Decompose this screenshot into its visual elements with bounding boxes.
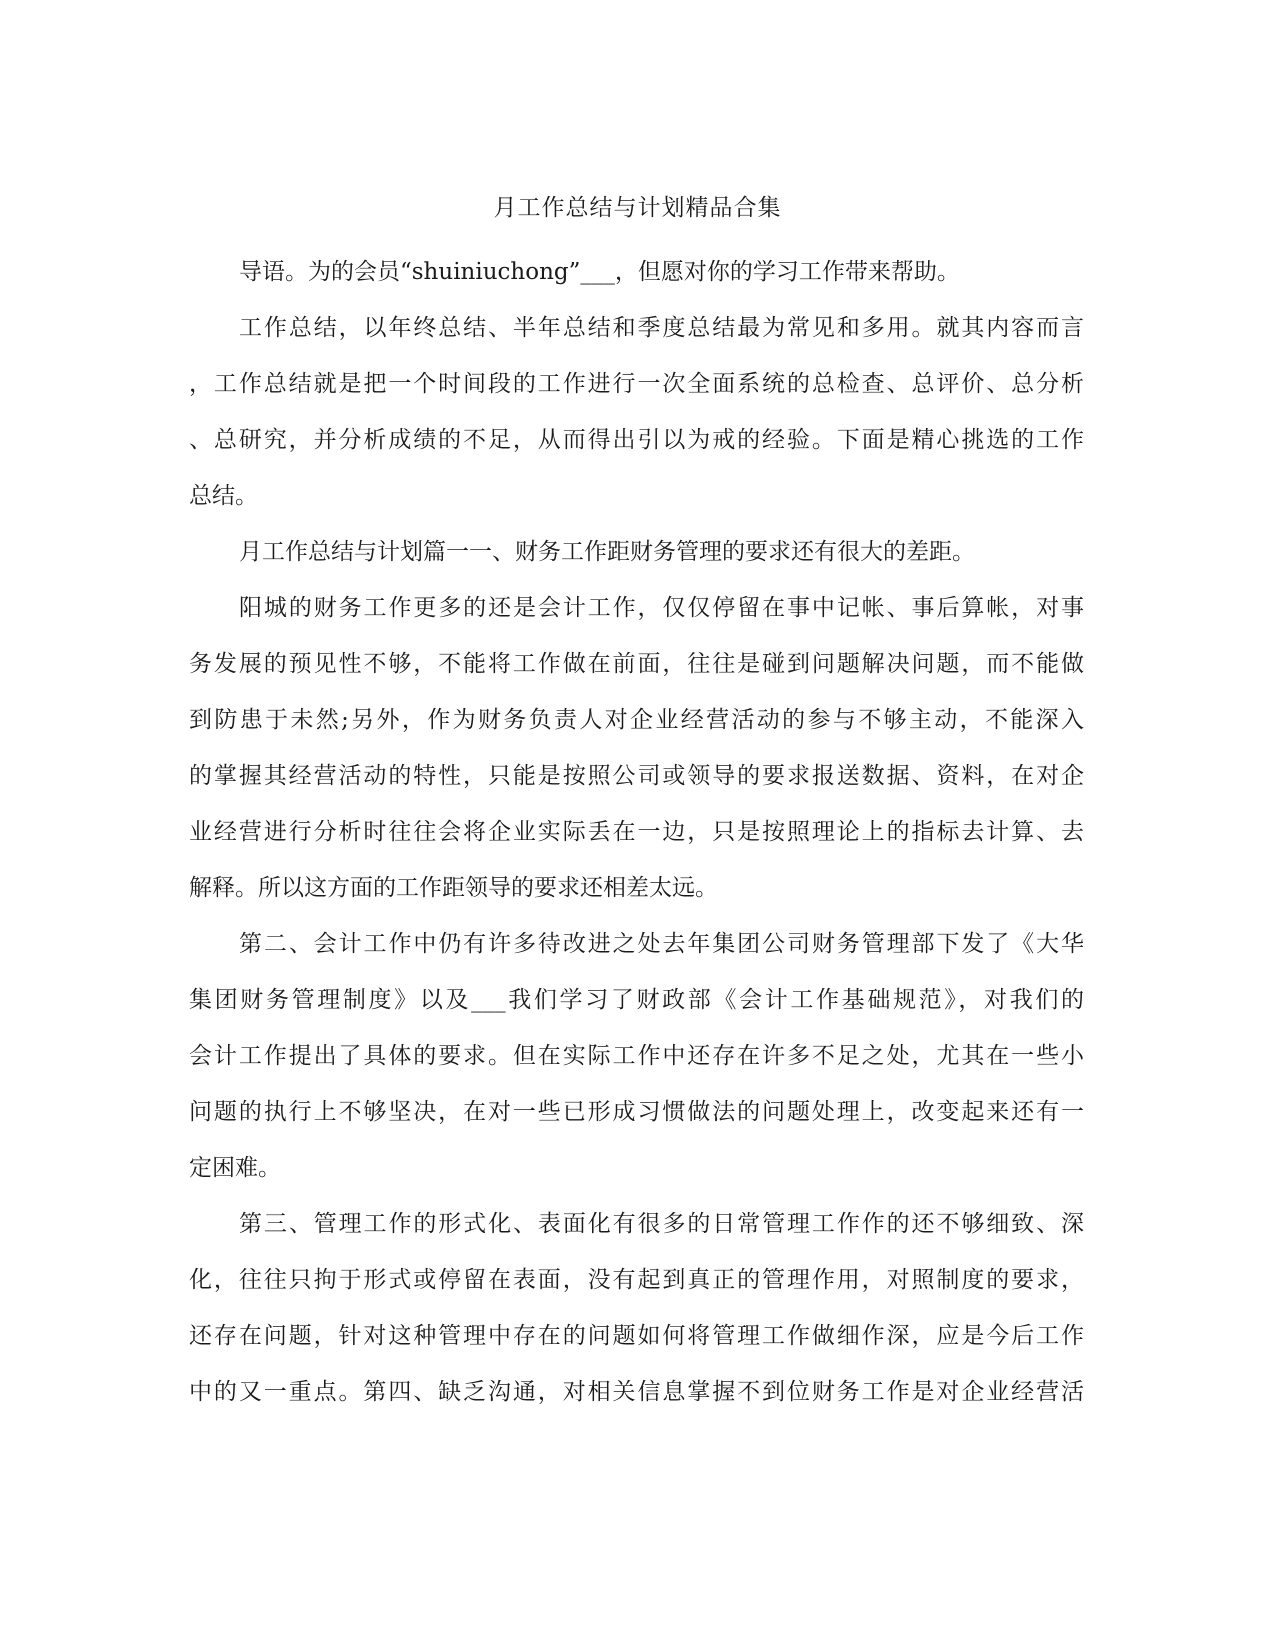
paragraph-line: 中的又一重点。第四、缺乏沟通，对相关信息掌握不到位财务工作是对企业经营活 bbox=[189, 1379, 1084, 1405]
paragraph-line: 第三、管理工作的形式化、表面化有很多的日常管理工作作的还不够细致、深 bbox=[239, 1211, 1084, 1237]
paragraph-line: 、总研究，并分析成绩的不足，从而得出引以为戒的经验。下面是精心挑选的工作 bbox=[189, 427, 1084, 453]
paragraph-line: 化，往往只拘于形式或停留在表面，没有起到真正的管理作用，对照制度的要求， bbox=[189, 1267, 1084, 1293]
paragraph-line: 阳城的财务工作更多的还是会计工作，仅仅停留在事中记帐、事后算帐，对事 bbox=[239, 595, 1084, 621]
document-title: 月工作总结与计划精品合集 bbox=[493, 195, 782, 221]
paragraph-line: 集团财务管理制度》以及___我们学习了财政部《会计工作基础规范》，对我们的 bbox=[189, 987, 1084, 1013]
paragraph-line: 工作总结，以年终总结、半年总结和季度总结最为常见和多用。就其内容而言 bbox=[239, 315, 1084, 341]
paragraph-line: 第二、会计工作中仍有许多待改进之处去年集团公司财务管理部下发了《大华 bbox=[239, 931, 1084, 957]
paragraph-line: 还存在问题，针对这种管理中存在的问题如何将管理工作做细作深，应是今后工作 bbox=[189, 1323, 1084, 1349]
paragraph-line: 的掌握其经营活动的特性，只能是按照公司或领导的要求报送数据、资料，在对企 bbox=[189, 763, 1084, 789]
paragraph-line: ，工作总结就是把一个时间段的工作进行一次全面系统的总检查、总评价、总分析 bbox=[189, 371, 1084, 397]
paragraph-line: 总结。 bbox=[189, 483, 258, 509]
paragraph-line: 解释。所以这方面的工作距领导的要求还相差太远。 bbox=[189, 875, 718, 901]
paragraph-line: 业经营进行分析时往往会将企业实际丢在一边，只是按照理论上的指标去计算、去 bbox=[189, 819, 1084, 845]
paragraph-line: 月工作总结与计划篇一一、财务工作距财务管理的要求还有很大的差距。 bbox=[239, 539, 975, 565]
paragraph-line: 务发展的预见性不够，不能将工作做在前面，往往是碰到问题解决问题，而不能做 bbox=[189, 651, 1084, 677]
paragraph-line: 问题的执行上不够坚决，在对一些已形成习惯做法的问题处理上，改变起来还有一 bbox=[189, 1099, 1084, 1125]
paragraph-line: 定困难。 bbox=[189, 1155, 281, 1181]
paragraph-line: 导语。为的会员“shuiniuchong”___，但愿对你的学习工作带来帮助。 bbox=[239, 259, 960, 285]
paragraph-line: 到防患于未然;另外，作为财务负责人对企业经营活动的参与不够主动，不能深入 bbox=[189, 707, 1084, 733]
paragraph-line: 会计工作提出了具体的要求。但在实际工作中还存在许多不足之处，尤其在一些小 bbox=[189, 1043, 1084, 1069]
